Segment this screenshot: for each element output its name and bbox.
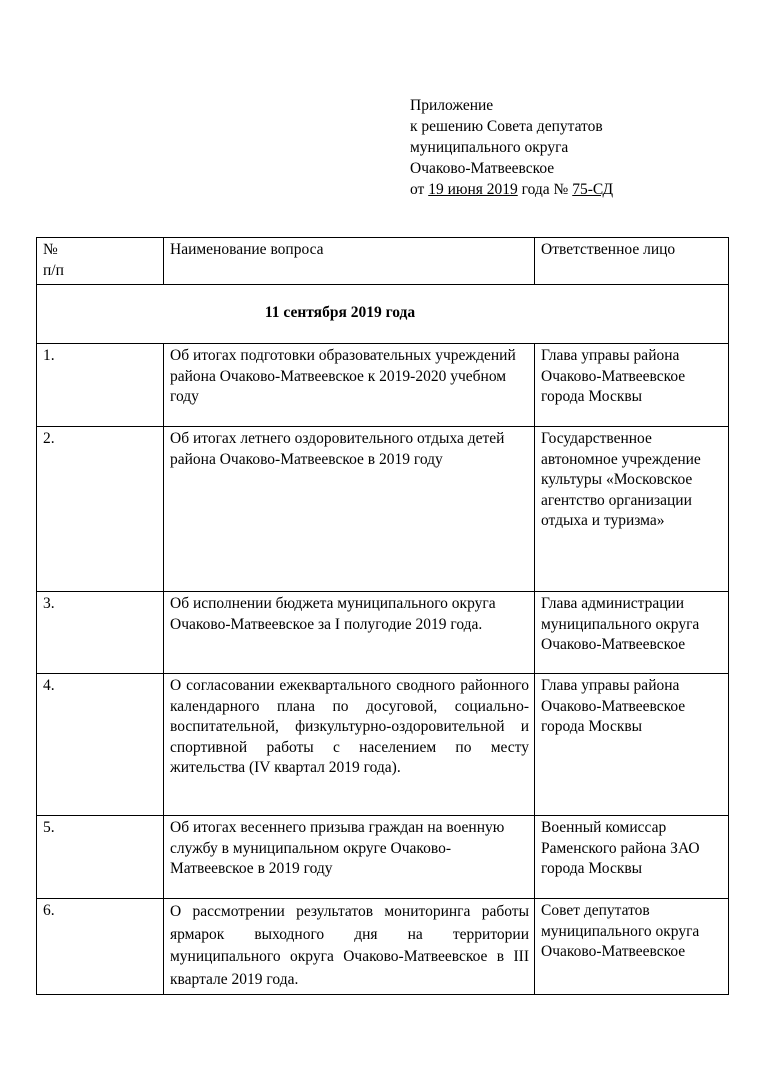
agenda-table — [36, 237, 729, 995]
row-question: Об исполнении бюджета муниципального округа Очаково-Матвеевское за I полугодие 2019 года. — [164, 592, 535, 674]
table-row — [37, 592, 729, 674]
header-line-district-name: Очаково-Матвеевское — [410, 160, 555, 177]
row-question: О согласовании ежеквартального сводного районного календарного плана по досуговой, социально-воспитательной, физкультурно-оздоровительной и спортивной работы с населением по месту жительства (IV квартал 2019 года). — [164, 674, 535, 816]
table-row — [37, 816, 729, 899]
col-header-responsible: Ответственное лицо — [535, 238, 729, 285]
table-row — [37, 674, 729, 816]
row-responsible: Государственное автономное учреждение культуры «Московское агентство организации отдыха и туризма» — [535, 427, 729, 592]
row-responsible: Военный комиссар Раменского района ЗАО города Москвы — [535, 816, 729, 899]
row-responsible: Глава управы района Очаково-Матвеевское города Москвы — [535, 344, 729, 427]
table-row — [37, 427, 729, 592]
section-date-row — [37, 285, 729, 344]
row-number: 5. — [37, 816, 164, 899]
header-number-prefix: года № — [517, 181, 573, 198]
header-line-district: муниципального округа — [410, 139, 569, 156]
table-row — [37, 344, 729, 427]
appendix-header — [410, 95, 613, 200]
table-row — [37, 899, 729, 995]
row-number: 1. — [37, 344, 164, 427]
row-number: 4. — [37, 674, 164, 816]
header-decision-number: 75-СД — [572, 181, 614, 198]
section-date: 11 сентября 2019 года — [264, 304, 416, 322]
row-question: Об итогах летнего оздоровительного отдыха детей района Очаково-Матвеевское в 2019 году — [164, 427, 535, 592]
header-date-prefix: от — [410, 181, 429, 198]
row-responsible: Совет депутатов муниципального округа Очаково-Матвеевское — [535, 899, 729, 995]
row-number: 6. — [37, 899, 164, 995]
header-line-decision: к решению Совета депутатов — [410, 118, 603, 135]
header-line-appendix: Приложение — [410, 97, 494, 114]
row-responsible: Глава управы района Очаково-Матвеевское города Москвы — [535, 674, 729, 816]
table-header-row — [37, 238, 729, 285]
row-question: О рассмотрении результатов мониторинга работы ярмарок выходного дня на территории муниципального округа Очаково-Матвеевское в III квартале 2019 года. — [164, 899, 535, 995]
row-question: Об итогах подготовки образовательных учреждений района Очаково-Матвеевское к 2019-2020 учебном году — [164, 344, 535, 427]
col-header-number: № п/п — [37, 238, 164, 285]
header-decision-date: 19 июня 2019 — [428, 181, 518, 198]
row-question: Об итогах весеннего призыва граждан на военную службу в муниципальном округе Очаково-Матвеевское в 2019 году — [164, 816, 535, 899]
header-line-date-number — [410, 179, 613, 200]
col-header-question: Наименование вопроса — [164, 238, 535, 285]
row-number: 2. — [37, 427, 164, 592]
row-number: 3. — [37, 592, 164, 674]
row-responsible: Глава администрации муниципального округа Очаково-Матвеевское — [535, 592, 729, 674]
